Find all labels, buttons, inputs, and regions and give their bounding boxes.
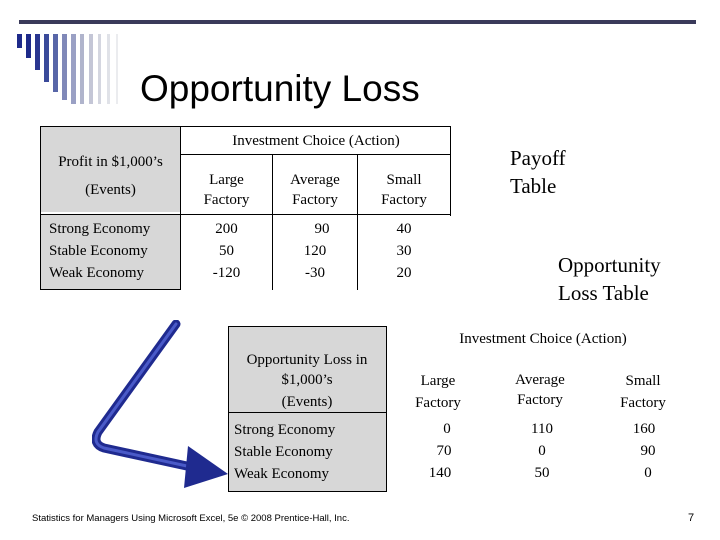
loss-events (234, 419, 384, 485)
payoff-action-header (181, 126, 451, 156)
payoff-action-header-text: Investment Choice (Action) (232, 133, 400, 149)
payoff-value: 40 (396, 221, 412, 237)
loss-value: 0 (644, 465, 652, 481)
payoff-value: 50 (219, 243, 234, 259)
loss-value: 110 (531, 421, 553, 437)
payoff-event: Weak Economy (49, 265, 145, 281)
loss-value: 90 (640, 443, 656, 459)
page-number: 7 (688, 512, 695, 524)
loss-event: Weak Economy (234, 466, 330, 482)
loss-values-average (514, 418, 570, 484)
payoff-value: -30 (305, 265, 325, 281)
loss-event: Stable Economy (234, 444, 333, 460)
payoff-col-header-small: Small Factory (381, 172, 427, 208)
loss-action-header (386, 326, 700, 352)
loss-value: 0 (443, 421, 451, 437)
loss-value: 0 (538, 443, 546, 459)
decorative-stripes (17, 34, 127, 106)
payoff-values-large (181, 218, 272, 284)
payoff-table (40, 126, 451, 290)
loss-table (228, 326, 700, 492)
payoff-col-header-large: Large Factory (203, 172, 250, 208)
loss-value: 160 (632, 421, 656, 437)
payoff-col-header-average: Average Factory (290, 172, 340, 208)
payoff-events (49, 218, 181, 284)
payoff-value: 120 (303, 243, 327, 259)
loss-value: 70 (436, 443, 452, 459)
payoff-values-average (273, 218, 357, 284)
payoff-value: 30 (396, 243, 412, 259)
loss-values-large (412, 418, 468, 484)
payoff-value: -120 (212, 265, 241, 281)
payoff-value: 90 (314, 221, 330, 237)
slide-title: Opportunity Loss (140, 68, 420, 109)
payoff-value: 20 (396, 265, 412, 281)
loss-values-small (616, 418, 672, 484)
loss-value: 50 (534, 465, 550, 481)
payoff-corner-line2: (Events) (85, 182, 136, 198)
payoff-table-label: Payoff Table (510, 146, 566, 198)
loss-corner-line3: (Events) (281, 394, 333, 410)
payoff-values-small (358, 218, 450, 284)
payoff-event: Stable Economy (49, 243, 148, 259)
payoff-corner-line1: Profit in $1,000’s (58, 154, 163, 170)
slide-footer: Statistics for Managers Using Microsoft Excel, 5e © 2008 Prentice-Hall, Inc. (32, 513, 350, 524)
loss-corner-line2: $1,000’s (281, 372, 333, 388)
loss-col-header-large: Large Factory (415, 373, 461, 411)
top-rule (19, 20, 696, 24)
loss-event: Strong Economy (234, 422, 336, 438)
loss-col-header-small: Small Factory (620, 373, 666, 411)
payoff-value: 200 (215, 221, 238, 237)
loss-table-label: Opportunity Loss Table (558, 253, 661, 305)
curved-arrow-icon (92, 320, 232, 490)
loss-corner-line1: Opportunity Loss in (246, 352, 368, 368)
loss-value: 140 (428, 465, 452, 481)
loss-col-header-average: Average Factory (515, 372, 565, 408)
loss-action-header-text: Investment Choice (Action) (459, 331, 627, 347)
payoff-event: Strong Economy (49, 221, 151, 237)
